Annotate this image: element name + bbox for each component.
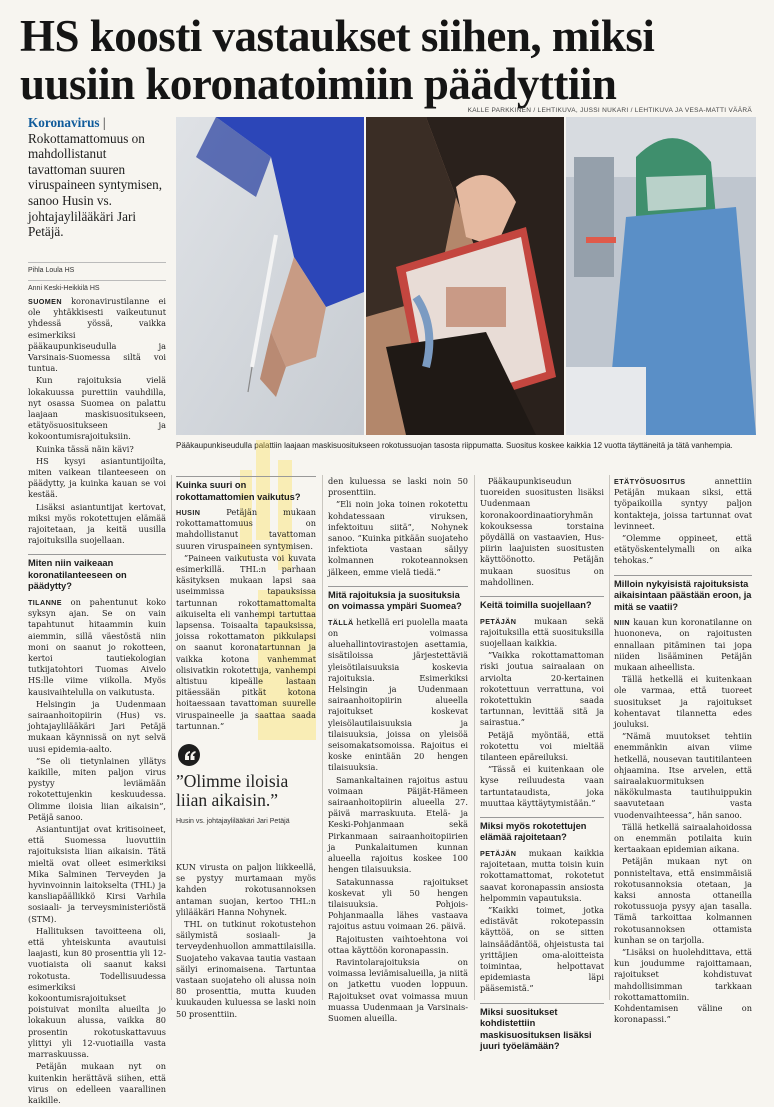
col5-p7: Petäjän mukaan nyt on ponnisteltava, että ensimmäisiä rokotusannoksia otetaan, ja kaksi annosta ottaneilla rokotussuoja pysyy ajan tasalla. Tämä tarkoittaa kolmannen rokotusannoksen ottamista kunhan se on tarjolla. [614,856,752,945]
col1-p10: Hallituksen tavoitteena oli, että yhteiskunta avautuisi laajasti, kun 80 prosenttia yli 12-vuotiaista oli saanut kaksi rokotusta. Todellisuudessa esimerkiksi kokoontumisrajoitukset poistuivat monilta alueilta jo lokakuun alussa, vaikka 80 prosentin rokotuskattavuus ylittyi yli 12-vuotiailla vasta marraskuussa. [28,925,166,1060]
photo-icu-image [566,117,756,435]
column-rule-3 [474,475,475,1000]
column-3 [328,476,468,1025]
column-2 [176,476,316,733]
col2-p3: KUN virusta on paljon liikkeellä, se pystyy murtamaan myös kahden rokotusannoksen antaman suojan, kertoo THL:n ylilääkäri Hanna Nohynek. [176,862,316,917]
col1-p9: Asiantuntijat ovat kritisoineet, että Suomessa luovuttiin rajoituksista liian aikaisin. Tätä mieltä ovat olleet esimerkiksi Mika Salminen Terveyden ja hyvinvoinnin laitokselta (THL) ja kansliapäällikkö Kirsi Varhila sosiaali- ja terveysministeriöstä (STM). [28,824,166,924]
col3-p0: den kuluessa se laski noin 50 prosenttiin. [328,476,468,498]
quote-mark-icon [178,744,200,766]
headline: HS koosti vastaukset siihen, miksi uusiin koronatoimiin päädyttiin [20,11,655,109]
column-rule-4 [609,475,610,1000]
photo-vaccination[interactable] [176,117,364,435]
col3-p6: Rajoitusten vaihtoehtona voi ottaa käyttöön koronapassin. [328,933,468,955]
photo-icu[interactable] [566,117,756,435]
col1-p7: Helsingin ja Uudenmaan sairaanhoitopiirin (Hus) vs. johtajaylilääkäri Jari Petäjä mukaan käynnissä on nyt selvä uusi epidemia-aalto. [28,698,166,754]
col1-p3: HS kysyi asiantuntijoilta, miten vaikean tilanteeseen on päädytty, ja kuinka kauan se voi kestää. [28,455,166,500]
col2-subheading-1: Kuinka suuri on rokottamattomien vaikutus? [176,476,316,503]
col4-p2: PETÄJÄN mukaan sekä rajoituksilla että suosituksilla suojellaan kaikkia. [480,615,604,648]
photo-mask-bag-image [366,117,564,435]
lead-paragraph [28,115,166,240]
col4-p0: Pääkaupunkiseudun tuoreiden suositusten lisäksi Uudenmaan koronakoordinaatioryhmän kokouksessa torstaina pöydällä on vastaavien, Hus-piirin laajuisten suositusten käyttöönotto. Petäjän mukaan suositus on mahdollinen. [480,476,604,587]
col2-p1: HUSIN Petäjän mukaan rokottamattomuus on mahdollistanut tavattoman suuren viruspaineen syntymisen. [176,507,316,551]
lead-text: Rokottamattomuus on mahdollistanut tavattoman suuren viruspaineen syntymisen, sanoo Husin vs. johtajaylilääkäri Jari Petäjä. [28,130,163,240]
col3-p1: ”Eli noin joka toinen rokotettu kohdatessaan viruksen, infektoituu siitä”, Nohynek sanoo. ”Kuinka pitkään suojateho infektiota vastaan säilyy kolmannen rokoteannoksen jälkeen, emme vielä tiedä.” [328,499,468,577]
column-4 [480,476,604,1057]
col5-p8: ”Lisäksi on huolehdittava, että kun joudumme rajoittamaan, rajoitukset kohdistuvat mahdollisimman tarkkaan rokottamattomiin. Kohdentamisen väline on koronapassi.” [614,947,752,1025]
byline-1: Pihla Loula HS [28,262,166,274]
col3-p5: Satakunnassa rajoitukset koskevat yli 50 hengen tilaisuuksia. Pohjois-Pohjanmaalla lähes vastaava rajoitus astuu voimaan 26. päivä. [328,876,468,932]
col5-subheading-1: Milloin nykyisistä rajoituksista aikaisintaan päästään eroon, ja mitä se vaatii? [614,575,752,614]
col1-p11: Petäjän mukaan nyt on kuitenkin herättävä siihen, että virus on edelleen vaarallinen kaikille. [28,1061,166,1105]
col2-p2: ”Paineen vaikutusta voi kuvata esimerkillä. THL:n parhaan käsityksen mukaan lapsi saa useimmissa tapauksissa tartunnan rokottamattomalta aikuiselta eli vanhempi tartuttaa lapsensa. Toisaalta tapauksissa, joissa rokottamaton pikkulapsi on saanut koronatartunnan ja vaikka kotona vanhemmat olisivatkin rokotettuja, vanhempi altistuu kipeälle lastaan pitäessään pitkät kotona hoitaessaan tavattoman suurelle viruspaineelle ja saattaa saada tartunnan.” [176,552,316,731]
col4-subheading-2: Miksi myös rokotettujen elämää rajoitetaan? [480,817,604,844]
section-kicker[interactable]: Koronavirus [28,115,100,130]
col4-p7: PETÄJÄN mukaan kaikkia rajoitetaan, mutta toisin kuin rokottamattomat, rokotetut saavat koronapassin ansiosta helpommin vapautuksia. [480,847,604,903]
col5-p4: Tällä hetkellä ei kuitenkaan ole varmaa, että tuoreet suositukset ja rajoitukset kohentavat tilannetta edes jouluksi. [614,674,752,729]
col1-p1: Kun rajoituksia vielä lokakuussa purettiin vauhdilla, nyt osassa Suomea on palattu laajaan maskisuositukseen, etätyösuositukseen ja kokoontumisrajoituksiin. [28,375,166,442]
col3-p3: TÄLLÄ hetkellä eri puolella maata on voimassa aluehallintovirastojen asettamia, sisätiloissa järjestettäviä yleisötilaisuuksia koskevia rajoituksia. Esimerkiksi Helsingin ja Uudenmaan sairaanhoitopiirin alueella rajoitukset koskevat yleisölautilaisuuksia ja tilaisuuksia, joissa on yleisöä seisomakatsomoissa. Rajoitus ei koske enintään 20 hengen tilaisuuksia. [328,616,468,773]
col1-subheading-1: Miten niin vaikeaan koronatilanteeseen on päädytty? [28,554,166,593]
col4-p4: Petäjä myöntää, että rokotettu voi mieltää tilanteen epäreiluksi. [480,729,604,762]
col3-p7: Ravintolarajoituksia on voimassa leviämisalueilla, ja niitä on jatkettu vuoden loppuun. Rajoitukset ovat voimassa muun muassa Uudenmaan ja Varsinais-Suomen alueilla. [328,956,468,1023]
photo-caption: Pääkaupunkiseudulla palattiin laajaan maskisuositukseen rokotussuojan tasosta riippumatta. Suositus koskee kaikkia 12 vuotta täyttäneitä ja tätä vanhempia. [176,441,733,450]
col5-p0: ETÄTYÖSUOSITUS annettiin Petäjän mukaan siksi, että työpaikoilla syntyy paljon kontakteja, joissa tartunnat ovat levinneet. [614,476,752,531]
column-1 [28,296,166,1107]
byline-2: Anni Keski-Heikkilä HS [28,280,166,292]
col1-p4: Lisäksi asiantuntijat kertovat, miksi myös rokotettujen elämää rajoitetaan, ja keitä uusilla rajoituksilla suojellaan. [28,501,166,546]
column-rule-1 [171,475,172,1000]
col5-p1: ”Olemme oppineet, että etätyöskentelymalli on aika tehokas.” [614,533,752,566]
col4-p5: ”Tässä ei kuitenkaan ole kyse reiluudesta vaan tartuntataudista, joka muuttaa käyttäytymistään.” [480,764,604,808]
col4-subheading-1: Keitä toimilla suojellaan? [480,596,604,612]
pull-quote-cite: Husin vs. johtajaylilääkäri Jari Petäjä [176,818,290,825]
col5-p3: NIIN kauan kun koronatilanne on huononeva, on rajoitusten ennallaan pitäminen tai jopa niiden lisääminen Petäjän mukaan aiheellista. [614,617,752,672]
photo-credit: KALLE PARKKINEN / LEHTIKUVA, JUSSI NUKARI / LEHTIKUVA JA VESA-MATTI VÄÄRÄ [467,107,752,114]
col1-p0: SUOMEN koronavirustilanne ei ole yhtäkkisesti vaikeutunut yhdessä yössä, vaikka esimerkiksi pääkaupunkiseudulla ja Varsinais-Suomessa siltä voi tuntua. [28,296,166,374]
column-5 [614,476,752,1026]
col4-p3: ”Vaikka rokottamattoman riski joutua sairaalaan on arviolta 20-kertainen rokotettuun verrattuna, voi rokotettukin saada tartunnan, levittää sitä ja sairastua.” [480,650,604,728]
col2-p4: THL on tutkinut rokotustehon säilymistä sosiaali- ja terveydenhuollon ammattilaisilla. Suojateho vakavaa tautia vastaan säilyi erinomaisena. Tartuntaa vastaan suojateho oli alussa noin 80 prosenttia, mutta kuuden kuukauden kuluessa se laski noin 50 prosenttiin. [176,919,316,1019]
col3-p4: Samankaltainen rajoitus astuu voimaan Päijät-Hämeen sairaanhoitopiirin alueella 27. päivä marraskuuta. Etelä- ja Keski-Pohjanmaan sekä Pirkanmaan sairaanhoitopiirien ja Punkalaitumen kunnan alueella rajoitus koskee 100 hengen tilaisuuksia. [328,774,468,875]
col3-subheading-1: Mitä rajoituksia ja suosituksia on voimassa ympäri Suomea? [328,586,468,613]
kicker-separator: | [99,115,106,130]
pull-quote: ”Olimme iloisia liian aikaisin.” [176,771,289,810]
col5-p6: Tällä hetkellä sairaalahoidossa on enemmän potilaita kuin kertaakaan epidemian aikana. [614,821,752,855]
col1-p6: TILANNE on pahentunut koko syksyn ajan. Se on vain tapahtunut hitaammin kuin aiemmin, sillä väestöstä niin moni on saanut jo rokotteen, kertoi tautiekologian tutkijatohtori Tuomas Aivelo HS:lle viime viikolla. Myös kausivaihtelulla on vaikutusta. [28,596,166,697]
column-2-bottom [176,862,316,1021]
col5-p5: ”Nämä muutokset tehtiin enemmänkin aivan viime hetkellä, nousevan tautitilanteen ohjaamina. Itse arvelen, että sairaalakuormituksen näkökulmasta tautihuippukin saavutetaan vasta vuodenvaihteessa”, hän sanoo. [614,731,752,820]
col4-p8: ”Kaikki toimet, jotka edistävät rokotepassin käyttöä, on se sitten lainsäädäntöä, ohjeistusta tai yrittäjien oma-aloitteista toimintaa, helpottavat epidemiasta läpi pääsemistä.” [480,905,604,994]
col1-p2: Kuinka tässä näin kävi? [36,443,134,454]
photo-strip [176,117,756,435]
col4-subheading-3: Miksi suositukset kohdistettiin maskisuosituksen lisäksi juuri työelämään? [480,1003,604,1053]
col1-p8: ”Se oli tietynlainen yllätys kaikille, miten paljon virus pystyy leviämään rokotettujenkin keskuudessa. Olimme iloisia liian aikaisin”, Petäjä sanoo. [28,755,166,822]
photo-vaccination-image [176,117,364,435]
photo-mask-bag[interactable] [366,117,564,435]
column-rule-2 [322,475,323,1000]
